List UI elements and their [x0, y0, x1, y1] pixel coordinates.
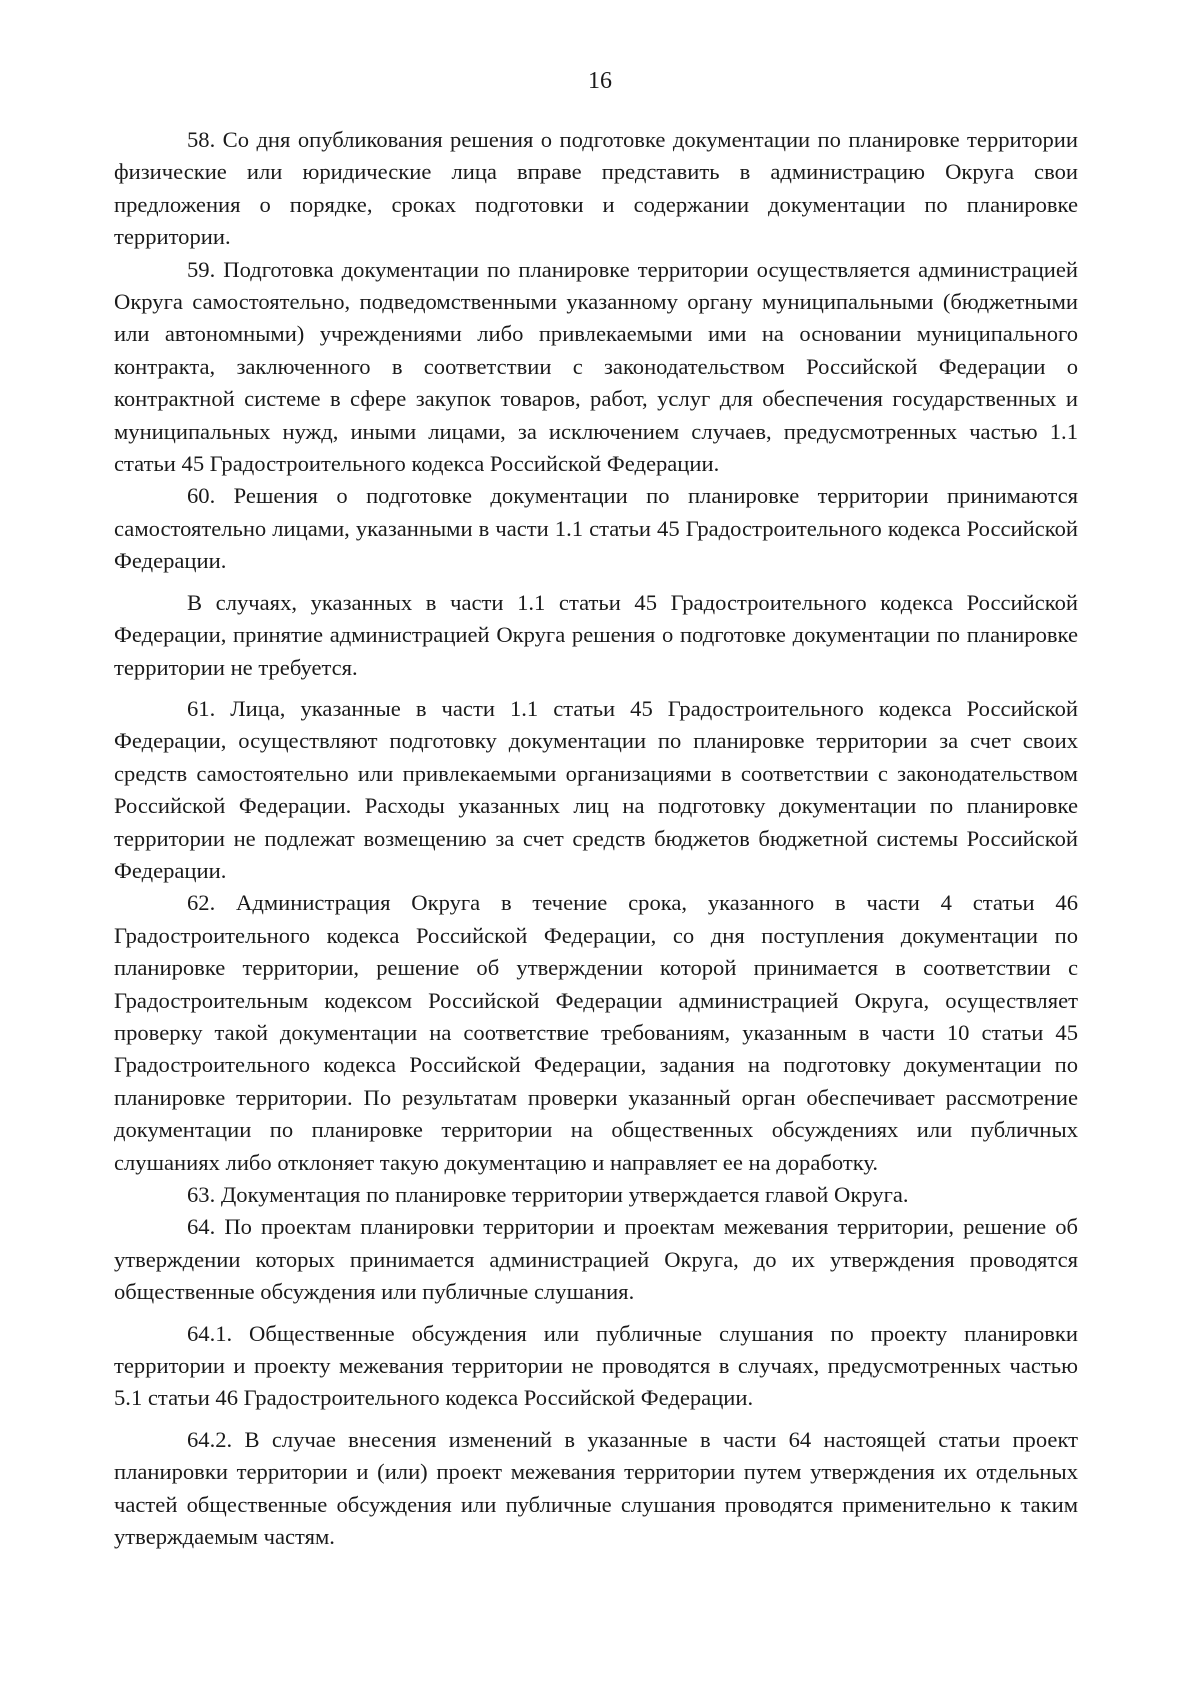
paragraph-62: 62. Администрация Округа в течение срока, указанного в части 4 статьи 46 Градостроительного кодекса Российской Федерации, со дня поступления документации по планировке территории, решение об утверждении которой принимается в соответствии с Градостроительным кодексом Российской Федерации администрацией Округа, осуществляет проверку такой документации на соответствие требованиям, указанным в части 10 статьи 45 Градостроительного кодекса Российской Федерации, задания на подготовку документации по планировке территории. По результатам проверки указанный орган обеспечивает рассмотрение документации по планировке территории на общественных обсуждениях или публичных слушаниях либо отклоняет такую документацию и направляет ее на доработку.: [114, 890, 1078, 1175]
paragraph-60-note: В случаях, указанных в части 1.1 статьи 45 Градостроительного кодекса Российской Федерации, принятие администрацией Округа решения о подготовке документации по планировке территории не требуется.: [114, 589, 1078, 680]
document-body: [114, 124, 1078, 1553]
paragraph-64-2: 64.2. В случае внесения изменений в указанные в части 64 настоящей статьи проект планировки территории и (или) проект межевания территории путем утверждения их отдельных частей общественные обсуждения или публичные слушания проводятся применительно к таким утверждаемым частям.: [114, 1426, 1078, 1550]
paragraph-63: 63. Документация по планировке территории утверждается главой Округа.: [187, 1182, 909, 1207]
paragraph-64: 64. По проектам планировки территории и проектам межевания территории, решение об утверждении которых принимается администрацией Округа, до их утверждения проводятся общественные обсуждения или публичные слушания.: [114, 1214, 1078, 1305]
paragraph-61: 61. Лица, указанные в части 1.1 статьи 45 Градостроительного кодекса Российской Федерации, осуществляют подготовку документации по планировке территории за счет своих средств самостоятельно или привлекаемыми организациями в соответствии с законодательством Российской Федерации. Расходы указанных лиц на подготовку документации по планировке территории не подлежат возмещению за счет средств бюджетов бюджетной системы Российской Федерации.: [114, 695, 1078, 883]
paragraph-59: 59. Подготовка документации по планировке территории осуществляется администрацией Округа самостоятельно, подведомственными указанному органу муниципальными (бюджетными или автономными) учреждениями либо привлекаемыми ими на основании муниципального контракта, заключенного в соответствии с законодательством Российской Федерации о контрактной системе в сфере закупок товаров, работ, услуг для обеспечения государственных и муниципальных нужд, иными лицами, за исключением случаев, предусмотренных частью 1.1 статьи 45 Градостроительного кодекса Российской Федерации.: [114, 256, 1078, 477]
paragraph-60: 60. Решения о подготовке документации по планировке территории принимаются самостоятельно лицами, указанными в части 1.1 статьи 45 Градостроительного кодекса Российской Федерации.: [114, 483, 1078, 574]
paragraph-58: 58. Со дня опубликования решения о подготовке документации по планировке территории физические или юридические лица вправе представить в администрацию Округа свои предложения о порядке, сроках подготовки и содержании документации по планировке территории.: [114, 127, 1078, 250]
paragraph-64-1: 64.1. Общественные обсуждения или публичные слушания по проекту планировки территории и проекту межевания территории не проводятся в случаях, предусмотренных частью 5.1 статьи 46 Градостроительного кодекса Российской Федерации.: [114, 1320, 1078, 1411]
page-number: 16: [588, 68, 612, 94]
